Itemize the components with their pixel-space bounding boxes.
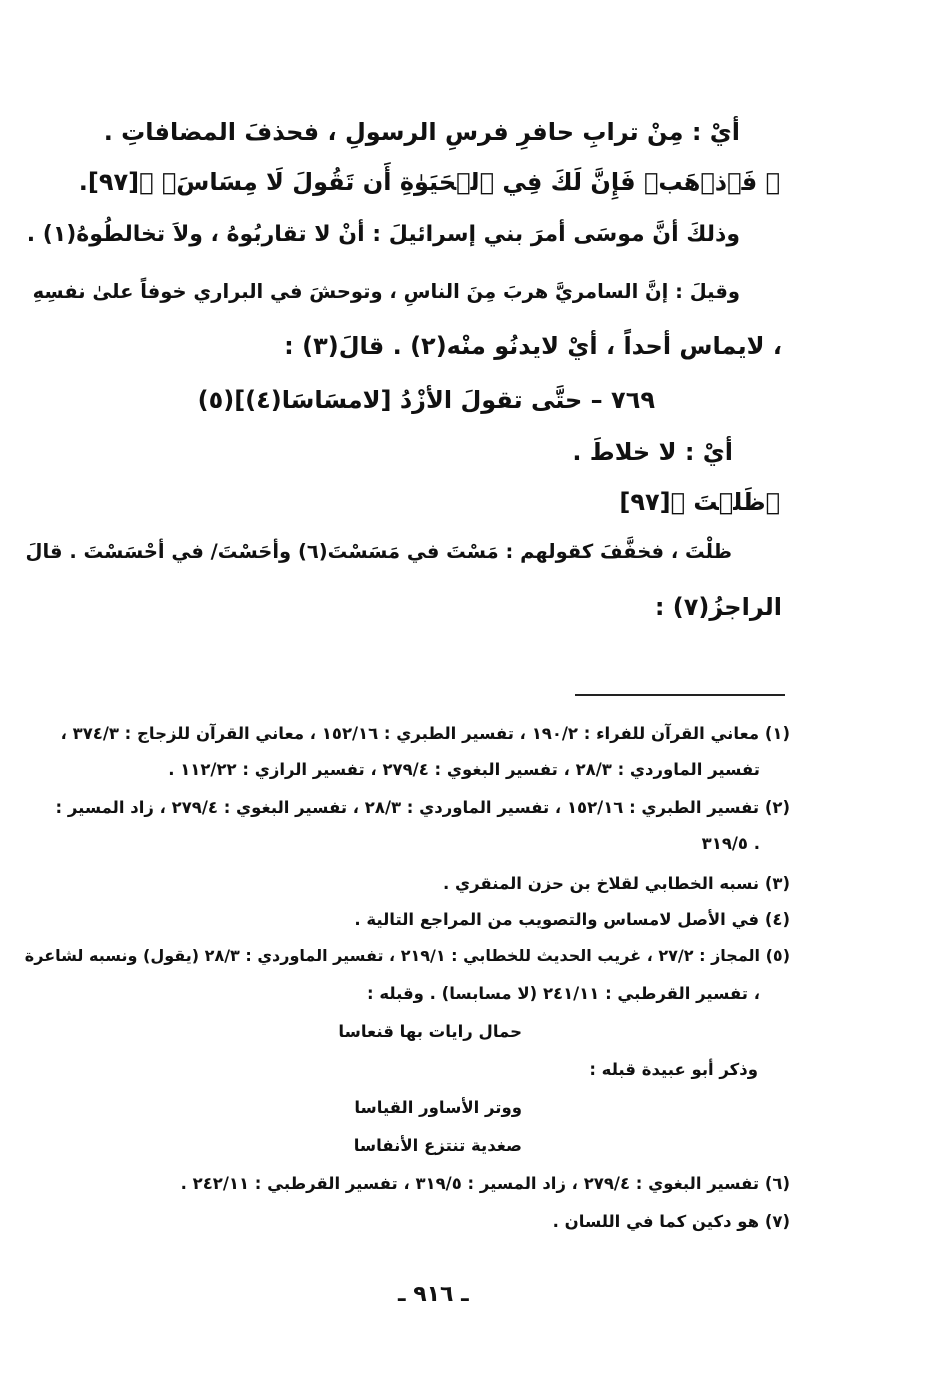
main-line-8-quran-verse: ﴿ظَلۡتَ ﴾[٩٧]: [619, 488, 780, 516]
footnote-3: (٣) نسبه الخطابي لقلاخ بن حزن المنقري .: [443, 874, 790, 893]
main-line-5: ، لايماس أحداً ، أيْ لايدنُو منْه(٢) . قالَ(٣) :: [284, 332, 782, 360]
footnote-5-line-2: ، تفسير القرطبي : ٢٤١/١١ (لا مسابسا) . وقبله :: [367, 984, 760, 1003]
main-line-7: أيْ : لا خلاطَ .: [572, 438, 733, 466]
footnote-5-verse-2: ووتر الأساور القياسا: [354, 1098, 522, 1117]
main-line-3: وذلكَ أنَّ موسَى أمرَ بني إسرائيلَ : أنْ لا تقاربُوهُ ، ولاَ تخالطُوهُ(١) .: [26, 222, 740, 247]
footnote-2-line-2: ٣١٩/٥ .: [701, 834, 760, 853]
footnote-2-line-1: (٢) تفسير الطبري : ١٥٢/١٦ ، تفسير الماوردي : ٢٨/٣ ، تفسير البغوي : ٢٧٩/٤ ، زاد المسير :: [55, 798, 790, 817]
footnote-5-line-1: (٥) المجاز : ٢٧/٢ ، غريب الحديث للخطابي : ٢١٩/١ ، تفسير الماوردي : ٢٨/٣ (يقول) ونسبه لشاعرة: [24, 946, 790, 965]
main-line-9: ظلْتَ ، فخفَّفَ كقولهم : مَسْتَ في مَسَسْتَ(٦) وأحَسْتَ/ في أحْسَسْتَ . قالَ: [25, 540, 732, 563]
page-number: ـ ٩١٦ ـ: [398, 1282, 469, 1307]
main-line-10: الراجزُ(٧) :: [654, 593, 782, 621]
main-line-2-quran-verse: ﴿ فَٱذۡهَبۡ فَإِنَّ لَكَ فِي ٱلۡحَيَوٰةِ أَن تَقُولَ لَا مِسَاسَۖ ﴾[٩٧].: [78, 168, 780, 196]
main-line-1: أيْ : مِنْ ترابِ حافرِ فرسِ الرسولِ ، فحذفَ المضافاتِ .: [103, 118, 740, 146]
footnote-1-line-2: تفسير الماوردي : ٢٨/٣ ، تفسير البغوي : ٢٧٩/٤ ، تفسير الرازي : ١١٢/٢٢ .: [168, 760, 760, 779]
main-line-6-poem-verse: ٧٦٩ – حتَّى تقولَ الأزْدُ [لامسَاسَا(٤)](٥): [197, 386, 655, 414]
footnote-6: (٦) تفسير البغوي : ٢٧٩/٤ ، زاد المسير : ٣١٩/٥ ، تفسير القرطبي : ٢٤٢/١١ .: [180, 1174, 790, 1193]
footnote-1-line-1: (١) معاني القرآن للفراء : ١٩٠/٢ ، تفسير الطبري : ١٥٢/١٦ ، معاني القرآن للزجاج : ٣٧٤/٣ ،: [60, 724, 790, 743]
footnote-7: (٧) هو دكين كما في اللسان .: [552, 1212, 790, 1231]
footnote-separator: [575, 694, 785, 696]
main-line-4: وقيلَ : إنَّ السامريَّ هربَ مِنَ الناسِ ، وتوحشَ في البراري خوفاً علىٰ نفسِهِ: [32, 280, 740, 303]
footnote-4: (٤) في الأصل لامساس والتصويب من المراجع التالية .: [354, 910, 790, 929]
footnote-5-verse-1: حمال رايات بها قنعاسا: [338, 1022, 522, 1041]
footnote-5-verse-3: صغدية تنتزع الأنفاسا: [353, 1136, 522, 1155]
footnote-5-line-3: وذكر أبو عبيدة قبله :: [589, 1060, 758, 1079]
